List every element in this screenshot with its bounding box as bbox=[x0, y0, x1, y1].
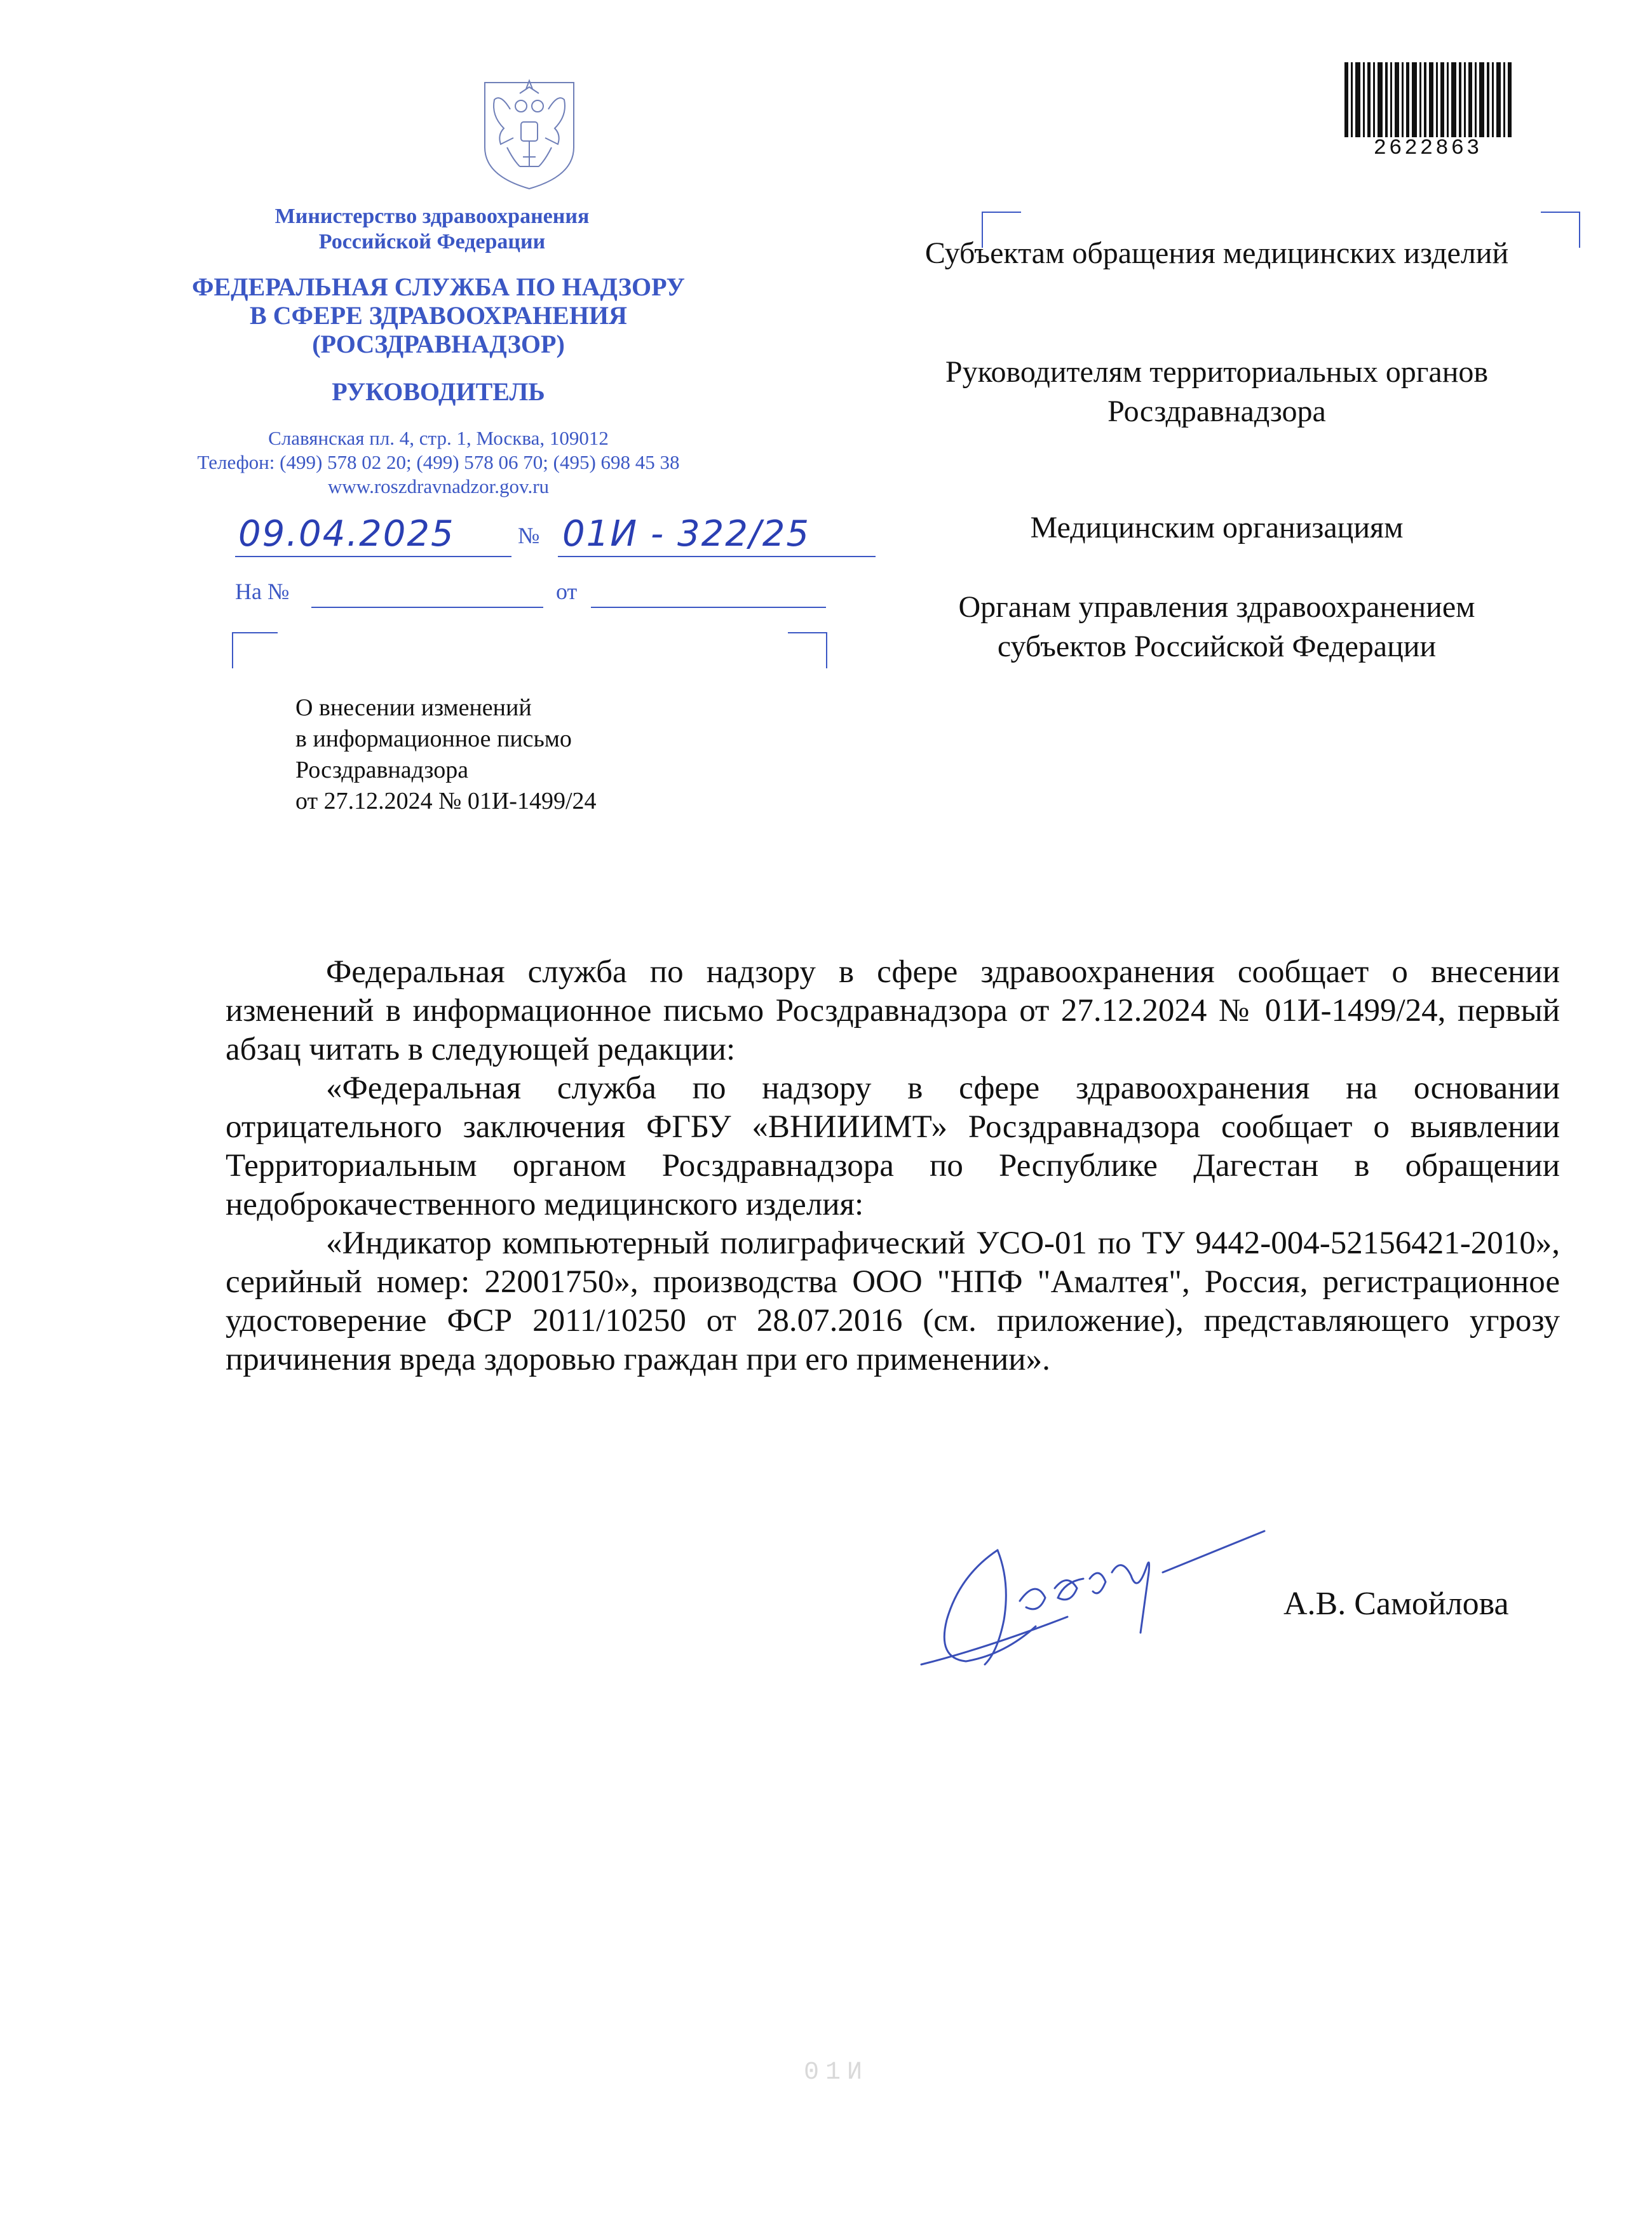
body-paragraph: «Федеральная служба по надзору в сфере здравоохранения на основании отрицательного заключения ФГБУ «ВНИИИМТ» Росздравнадзора сообщает о выявлении Территориальным органом Росздравнадзора по Республике Дагестан в обращении недоброкачественного медицинского изделия: bbox=[226, 1070, 1560, 1222]
recipient: Руководителям территориальных органов Росздравнадзора bbox=[945, 355, 1489, 428]
reply-date-label: от bbox=[556, 579, 578, 604]
subject-corner-right bbox=[788, 632, 827, 668]
subject-line: Росздравнадзора bbox=[295, 757, 469, 783]
body-paragraph: «Индикатор компьютерный полиграфический УСО-01 по ТУ 9442-004-52156421-2010», серийный номер: 22001750», производства ООО "НПФ "Амалтея", Россия, регистрационное удостоверение ФСР 2011/10250 от 28.07.2016 (см. приложение), представляющего угрозу причинения вреда здоровью граждан при его применении». bbox=[226, 1225, 1560, 1377]
subject-corner-left bbox=[232, 632, 278, 668]
letter-body bbox=[226, 953, 1560, 1379]
subject-line: О внесении изменений bbox=[295, 694, 532, 721]
recipient: Органам управления здравоохранением субъектов Российской Федерации bbox=[958, 590, 1475, 663]
website: www.roszdravnadzor.gov.ru bbox=[327, 475, 550, 497]
date-underline bbox=[235, 556, 511, 557]
russian-coat-of-arms-icon bbox=[475, 71, 583, 192]
reply-number-label: На № bbox=[235, 579, 290, 604]
letter-subject bbox=[295, 692, 740, 817]
recipient-corner-right bbox=[1541, 212, 1580, 248]
recipient: Субъектам обращения медицинских изделий bbox=[924, 236, 1509, 270]
subject-line: от 27.12.2024 № 01И-1499/24 bbox=[295, 788, 597, 814]
ministry-name-line2: Российской Федерации bbox=[318, 230, 546, 253]
head-title: РУКОВОДИТЕЛЬ bbox=[332, 377, 545, 406]
number-underline bbox=[558, 556, 876, 557]
registration-number: 01И - 322/25 bbox=[562, 513, 810, 555]
handwritten-signature bbox=[909, 1512, 1290, 1677]
bleed-through-mark: 01И bbox=[804, 2058, 869, 2087]
service-name: ФЕДЕРАЛЬНАЯ СЛУЖБА ПО НАДЗОРУ bbox=[192, 273, 685, 301]
service-name-line2: В СФЕРЕ ЗДРАВООХРАНЕНИЯ bbox=[250, 301, 627, 330]
reply-number-line bbox=[311, 607, 543, 608]
service-abbreviation: (РОСЗДРАВНАДЗОР) bbox=[312, 330, 565, 358]
body-paragraph: Федеральная служба по надзору в сфере здравоохранения сообщает о внесении изменений в информационное письмо Росздравнадзора от 27.12.2024 № 01И-1499/24, первый абзац читать в следующей редакции: bbox=[226, 954, 1560, 1067]
subject-line: в информационное письмо bbox=[295, 726, 572, 752]
signer-name: А.В. Самойлова bbox=[1283, 1586, 1509, 1622]
registration-date: 09.04.2025 bbox=[238, 513, 455, 555]
recipient: Медицинским организациям bbox=[1030, 511, 1404, 544]
reply-date-line bbox=[591, 607, 826, 608]
barcode-number: 2622863 bbox=[1373, 137, 1482, 161]
barcode bbox=[1342, 62, 1513, 138]
address: Славянская пл. 4, стр. 1, Москва, 109012 bbox=[268, 427, 609, 449]
phones: Телефон: (499) 578 02 20; (499) 578 06 70; (495) 698 45 38 bbox=[197, 451, 680, 473]
ministry-name: Министерство здравоохранения bbox=[274, 205, 590, 228]
number-label: № bbox=[518, 523, 540, 548]
